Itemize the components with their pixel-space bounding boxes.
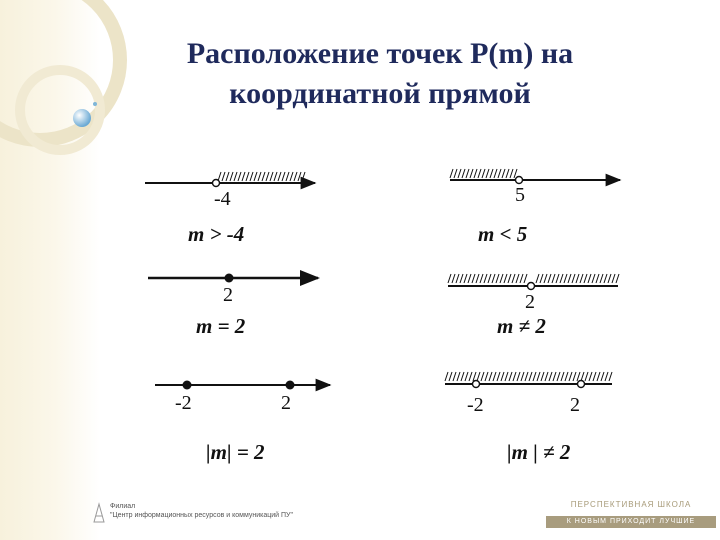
open-point	[516, 177, 523, 184]
hatch-stroke	[521, 372, 524, 381]
hatch-stroke	[556, 274, 559, 283]
hatching	[218, 172, 305, 181]
hatch-stroke	[540, 274, 543, 283]
hatch-stroke	[490, 169, 493, 178]
diagram-m-less-5	[450, 169, 620, 184]
hatch-stroke	[510, 169, 513, 178]
hatch-stroke	[596, 274, 599, 283]
hatch-stroke	[593, 372, 596, 381]
hatch-stroke	[536, 274, 539, 283]
hatch-stroke	[589, 372, 592, 381]
hatching	[450, 169, 517, 178]
hatch-stroke	[541, 372, 544, 381]
hatch-stroke	[581, 372, 584, 381]
hatch-stroke	[608, 274, 611, 283]
hatch-stroke	[258, 172, 261, 181]
condition-label: m < 5	[478, 222, 528, 246]
hatch-stroke	[473, 372, 476, 381]
footer-organization	[110, 502, 293, 520]
hatch-stroke	[572, 274, 575, 283]
hatch-stroke	[461, 372, 464, 381]
hatch-stroke	[226, 172, 229, 181]
condition-label: m > -4	[188, 222, 245, 246]
hatch-stroke	[453, 372, 456, 381]
hatch-stroke	[516, 274, 519, 283]
hatch-stroke	[565, 372, 568, 381]
point-label-right: 2	[281, 392, 291, 414]
hatch-stroke	[266, 172, 269, 181]
brand-name: ПЕРСПЕКТИВНАЯ ШКОЛА	[570, 500, 692, 509]
hatch-stroke	[462, 169, 465, 178]
hatch-stroke	[577, 372, 580, 381]
hatch-stroke	[469, 372, 472, 381]
point-label-right: 2	[570, 394, 580, 416]
hatch-stroke	[600, 274, 603, 283]
hatch-stroke	[524, 274, 527, 283]
hatch-stroke	[509, 372, 512, 381]
hatch-stroke	[584, 274, 587, 283]
hatch-stroke	[616, 274, 619, 283]
hatching-right	[536, 274, 619, 283]
hatching	[445, 372, 612, 381]
hatch-stroke	[508, 274, 511, 283]
condition-label: |m | ≠ 2	[507, 440, 571, 464]
condition-label: m = 2	[196, 314, 246, 338]
point-label: 2	[525, 291, 535, 313]
hatch-stroke	[557, 372, 560, 381]
hatch-stroke	[552, 274, 555, 283]
hatch-stroke	[548, 274, 551, 283]
hatch-stroke	[222, 172, 225, 181]
hatch-stroke	[597, 372, 600, 381]
diagram-m-greater-minus-4	[145, 172, 315, 187]
filled-point-left	[183, 381, 192, 390]
hatch-stroke	[576, 274, 579, 283]
hatch-stroke	[302, 172, 305, 181]
open-point-left	[473, 381, 480, 388]
hatch-stroke	[482, 169, 485, 178]
hatch-stroke	[533, 372, 536, 381]
hatch-stroke	[485, 372, 488, 381]
hatch-stroke	[470, 169, 473, 178]
condition-label: |m| = 2	[206, 440, 265, 464]
hatch-stroke	[496, 274, 499, 283]
diagram-m-equals-2	[148, 274, 318, 283]
hatch-stroke	[477, 372, 480, 381]
hatch-stroke	[454, 169, 457, 178]
point-label: 5	[515, 184, 525, 206]
hatch-stroke	[460, 274, 463, 283]
slide-title-line-1: Расположение точек P(m) на	[186, 37, 574, 70]
hatch-stroke	[486, 169, 489, 178]
brand-logo	[546, 498, 716, 530]
hatch-stroke	[585, 372, 588, 381]
hatch-stroke	[573, 372, 576, 381]
hatch-stroke	[230, 172, 233, 181]
hatch-stroke	[457, 372, 460, 381]
hatch-stroke	[492, 274, 495, 283]
hatch-stroke	[465, 372, 468, 381]
hatch-stroke	[234, 172, 237, 181]
hatch-stroke	[489, 372, 492, 381]
hatch-stroke	[537, 372, 540, 381]
point-label: -4	[214, 188, 231, 210]
hatch-stroke	[605, 372, 608, 381]
hatching-left	[448, 274, 527, 283]
hatch-stroke	[274, 172, 277, 181]
hatch-stroke	[468, 274, 471, 283]
hatch-stroke	[601, 372, 604, 381]
hatch-stroke	[456, 274, 459, 283]
hatch-stroke	[588, 274, 591, 283]
hatch-stroke	[246, 172, 249, 181]
hatch-stroke	[448, 274, 451, 283]
hatch-stroke	[520, 274, 523, 283]
hatch-stroke	[250, 172, 253, 181]
filled-point-right	[286, 381, 295, 390]
hatch-stroke	[464, 274, 467, 283]
hatch-stroke	[478, 169, 481, 178]
hatch-stroke	[549, 372, 552, 381]
hatch-stroke	[466, 169, 469, 178]
hatch-stroke	[445, 372, 448, 381]
hatch-stroke	[481, 372, 484, 381]
brand-slogan: К НОВЫМ ПРИХОДИТ ЛУЧШИЕ	[546, 516, 716, 528]
hatch-stroke	[504, 274, 507, 283]
hatch-stroke	[294, 172, 297, 181]
hatch-stroke	[568, 274, 571, 283]
hatch-stroke	[517, 372, 520, 381]
hatch-stroke	[502, 169, 505, 178]
open-point	[213, 180, 220, 187]
hatch-stroke	[592, 274, 595, 283]
hatch-stroke	[242, 172, 245, 181]
hatch-stroke	[609, 372, 612, 381]
hatch-stroke	[525, 372, 528, 381]
hatch-stroke	[545, 372, 548, 381]
hatch-stroke	[484, 274, 487, 283]
hatch-stroke	[476, 274, 479, 283]
hatch-stroke	[529, 372, 532, 381]
hatch-stroke	[506, 169, 509, 178]
point-label-left: -2	[175, 392, 192, 414]
hatch-stroke	[270, 172, 273, 181]
hatch-stroke	[488, 274, 491, 283]
diagram-abs-m-not-equal-2	[445, 372, 612, 388]
hatch-stroke	[494, 169, 497, 178]
point-label-left: -2	[467, 394, 484, 416]
filled-point	[225, 274, 234, 283]
hatch-stroke	[544, 274, 547, 283]
hatch-stroke	[560, 274, 563, 283]
diagram-abs-m-equals-2	[155, 381, 330, 390]
hatch-stroke	[497, 372, 500, 381]
hatch-stroke	[612, 274, 615, 283]
hatch-stroke	[278, 172, 281, 181]
hatch-stroke	[513, 372, 516, 381]
open-point	[528, 283, 535, 290]
hatch-stroke	[449, 372, 452, 381]
hatch-stroke	[290, 172, 293, 181]
hatch-stroke	[282, 172, 285, 181]
footer-org-line-1: Филиал	[110, 503, 136, 510]
org-logo-icon	[92, 502, 106, 524]
hatch-stroke	[474, 169, 477, 178]
hatch-stroke	[564, 274, 567, 283]
hatch-stroke	[493, 372, 496, 381]
hatch-stroke	[569, 372, 572, 381]
hatch-stroke	[458, 169, 461, 178]
hatch-stroke	[472, 274, 475, 283]
hatch-stroke	[501, 372, 504, 381]
hatch-stroke	[254, 172, 257, 181]
hatch-stroke	[512, 274, 515, 283]
hatch-stroke	[262, 172, 265, 181]
hatch-stroke	[500, 274, 503, 283]
hatch-stroke	[561, 372, 564, 381]
footer-org-line-2: "Центр информационных ресурсов и коммуникаций ПУ"	[110, 512, 293, 519]
point-label: 2	[223, 284, 233, 306]
condition-label: m ≠ 2	[497, 314, 546, 338]
hatch-stroke	[505, 372, 508, 381]
hatch-stroke	[604, 274, 607, 283]
hatch-stroke	[480, 274, 483, 283]
hatch-stroke	[450, 169, 453, 178]
hatch-stroke	[553, 372, 556, 381]
slide-title-line-2: координатной прямой	[229, 77, 531, 110]
hatch-stroke	[286, 172, 289, 181]
hatch-stroke	[298, 172, 301, 181]
diagram-m-not-equal-2	[448, 274, 619, 290]
hatch-stroke	[452, 274, 455, 283]
hatch-stroke	[498, 169, 501, 178]
hatch-stroke	[238, 172, 241, 181]
hatch-stroke	[580, 274, 583, 283]
open-point-right	[578, 381, 585, 388]
